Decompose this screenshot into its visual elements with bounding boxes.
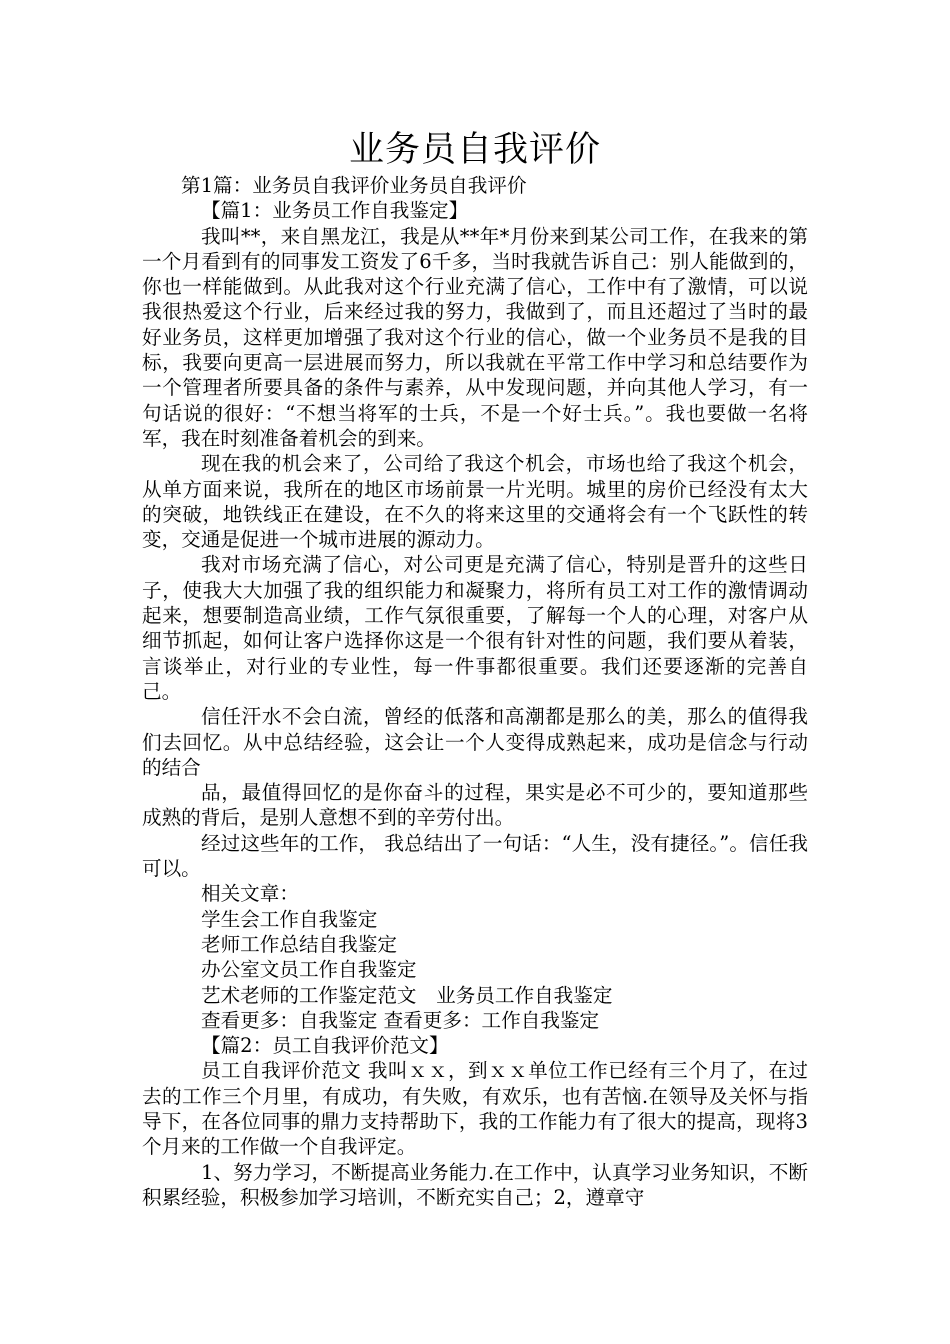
section-heading: 【篇1：业务员工作自我鉴定】	[201, 199, 469, 223]
related-article-link: 艺术老师的工作鉴定范文 业务员工作自我鉴定	[201, 983, 613, 1007]
paragraph: 经过这些年的工作， 我总结出了一句话：“人生，没有捷径。”。信任我可以。	[142, 831, 808, 881]
related-article-link: 办公室文员工作自我鉴定	[201, 958, 417, 982]
chapter-heading: 第1篇：业务员自我评价业务员自我评价	[181, 174, 527, 197]
section-heading: 【篇2：员工自我评价范文】	[201, 1034, 449, 1058]
see-more-links: 查看更多：自我鉴定 查看更多：工作自我鉴定	[201, 1008, 600, 1032]
paragraph: 员工自我评价范文 我叫ｘｘ，到ｘｘ单位工作已经有三个月了，在过去的工作三个月里，有成功，有失败，有欢乐，也有苦恼.在领导及关怀与指导下，在各位同事的鼎力支持帮助下，我的工作能力有了很大的提高，现将3个月来的工作做一个自我评定。	[142, 1059, 808, 1159]
paragraph: 我叫**，来自黑龙江，我是从**年*月份来到某公司工作，在我来的第一个月看到有的同事发工资发了6千多，当时我就告诉自己：别人能做到的，你也一样能做到。从此我对这个行业充满了信心，工作中有了激情，可以说我很热爱这个行业，后来经过我的努力，我做到了，而且还超过了当时的最好业务员，这样更加增强了我对这个行业的信心，做一个业务员不是我的目标，我要向更高一层进展而努力，所以我就在平常工作中学习和总结要作为一个管理者所要具备的条件与素养，从中发现问题，并向其他人学习，有一句话说的很好：“不想当将军的士兵，不是一个好士兵。”。我也要做一名将军，我在时刻准备着机会的到来。	[142, 224, 808, 450]
paragraph: 品，最值得回忆的是你奋斗的过程，果实是必不可少的，要知道那些成熟的背后，是别人意想不到的辛劳付出。	[142, 781, 808, 830]
related-article-link: 学生会工作自我鉴定	[201, 907, 378, 931]
paragraph: 信任汗水不会白流，曾经的低落和高潮都是那么的美，那么的值得我们去回忆。从中总结经验，这会让一个人变得成熟起来，成功是信念与行动的结合	[142, 705, 808, 779]
document-body	[142, 173, 808, 1210]
paragraph: 现在我的机会来了，公司给了我这个机会，市场也给了我这个机会，从单方面来说，我所在的地区市场前景一片光明。城里的房价已经没有太大的突破，地铁线正在建设，在不久的将来这里的交通将会有一个飞跃性的转变，交通是促进一个城市进展的源动力。	[142, 452, 808, 552]
paragraph: 1、努力学习，不断提高业务能力.在工作中，认真学习业务知识，不断积累经验，积极参加学习培训，不断充实自己；2，遵章守	[142, 1160, 808, 1209]
related-article-link: 老师工作总结自我鉴定	[201, 932, 397, 956]
related-articles-label: 相关文章：	[201, 882, 299, 906]
document-title: 业务员自我评价	[348, 130, 601, 170]
paragraph: 我对市场充满了信心，对公司更是充满了信心，特别是晋升的这些日子，使我大大加强了我的组织能力和凝聚力，将所有员工对工作的激情调动起来，想要制造高业绩，工作气氛很重要，了解每一个人的心理，对客户从细节抓起，如何让客户选择你这是一个很有针对性的问题，我们要从着装，言谈举止，对行业的专业性，每一件事都很重要。我们还要逐渐的完善自己。	[142, 553, 808, 703]
